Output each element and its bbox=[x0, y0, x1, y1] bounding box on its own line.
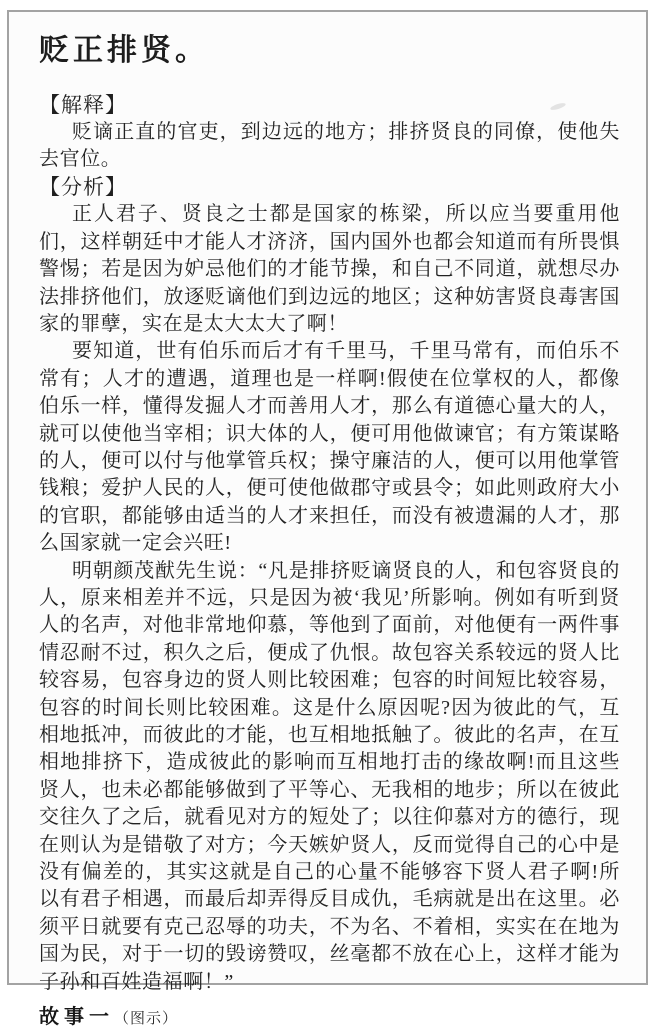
page-title: 贬正排贤。 bbox=[39, 34, 209, 67]
story-heading: 故事一 bbox=[39, 1006, 114, 1029]
story-note: （图示） bbox=[114, 1011, 179, 1028]
analysis-paragraph-1: 正人君子、贤良之士都是国家的栋梁，所以应当要重用他们，这样朝廷中才能人才济济，国内国外也都会知道而有所畏惧警惕；若是因为妒忌他们的才能节操，和自己不同道，就想尽办法排挤他们，放逐贬谪他们到边远的地区；这种妨害贤良毒害国家的罪孽，实在是太大太大了啊！ bbox=[39, 203, 620, 335]
section-header-explanation: 【解释】 bbox=[39, 92, 127, 117]
analysis-paragraph-3: 明朝颜茂猷先生说：“凡是排挤贬谪贤良的人，和包容贤良的人，原来相差并不远，只是因为被‘我见’所影响。例如有听到贤人的名声，对他非常地仰慕，等他到了面前，对他便有一两件事情忍耐不过，积久之后，便成了仇恨。故包容关系较远的贤人比较容易，包容身边的贤人则比较困难；包容的时间短比较容易，包容的时间长则比较困难。这是什么原因呢?因为彼此的气，互相地抵冲，而彼此的才能，也互相地抵触了。彼此的名声，在互相地排挤下，造成彼此的影响而互相地打击的缘故啊!而且这些贤人，也未必都能够做到了平等心、无我相的地步；所以在彼此交往久了之后，就看见对方的短处了；以往仰慕对方的德行，现在则认为是错敬了对方；今天嫉妒贤人，反而觉得自己的心中是没有偏差的，其实这就是自己的心量不能够容下贤人君子啊!所以有君子相遇，而最后却弄得反目成仇，毛病就是出在这里。必须平日就要有克己忍辱的功夫，不为名、不着相，实实在在地为国为民，对于一切的毁谤赞叹，丝毫都不放在心上，这样才能为子孙和百姓造福啊！” bbox=[39, 559, 620, 993]
story-footer bbox=[39, 1000, 620, 1029]
section-header-analysis: 【分析】 bbox=[39, 175, 127, 200]
explanation-paragraph: 贬谪正直的官吏，到边远的地方；排挤贤良的同僚，使他失去官位。 bbox=[39, 120, 620, 170]
analysis-paragraph-2: 要知道，世有伯乐而后才有千里马，千里马常有，而伯乐不常有；人才的遭遇，道理也是一样啊!假使在位掌权的人，都像伯乐一样，懂得发掘人才而善用人才，那么有道德心量大的人，就可以使他当宰相；识大体的人，便可用他做谏官；有方策谋略的人，便可以付与他掌管兵权；操守廉洁的人，便可以用他掌管钱粮；爱护人民的人，便可使他做郡守或县令；如此则政府大小的官职，都能够由适当的人才来担任，而没有被遗漏的人才，那么国家就一定会兴旺! bbox=[39, 340, 620, 555]
document-page bbox=[7, 10, 648, 1029]
